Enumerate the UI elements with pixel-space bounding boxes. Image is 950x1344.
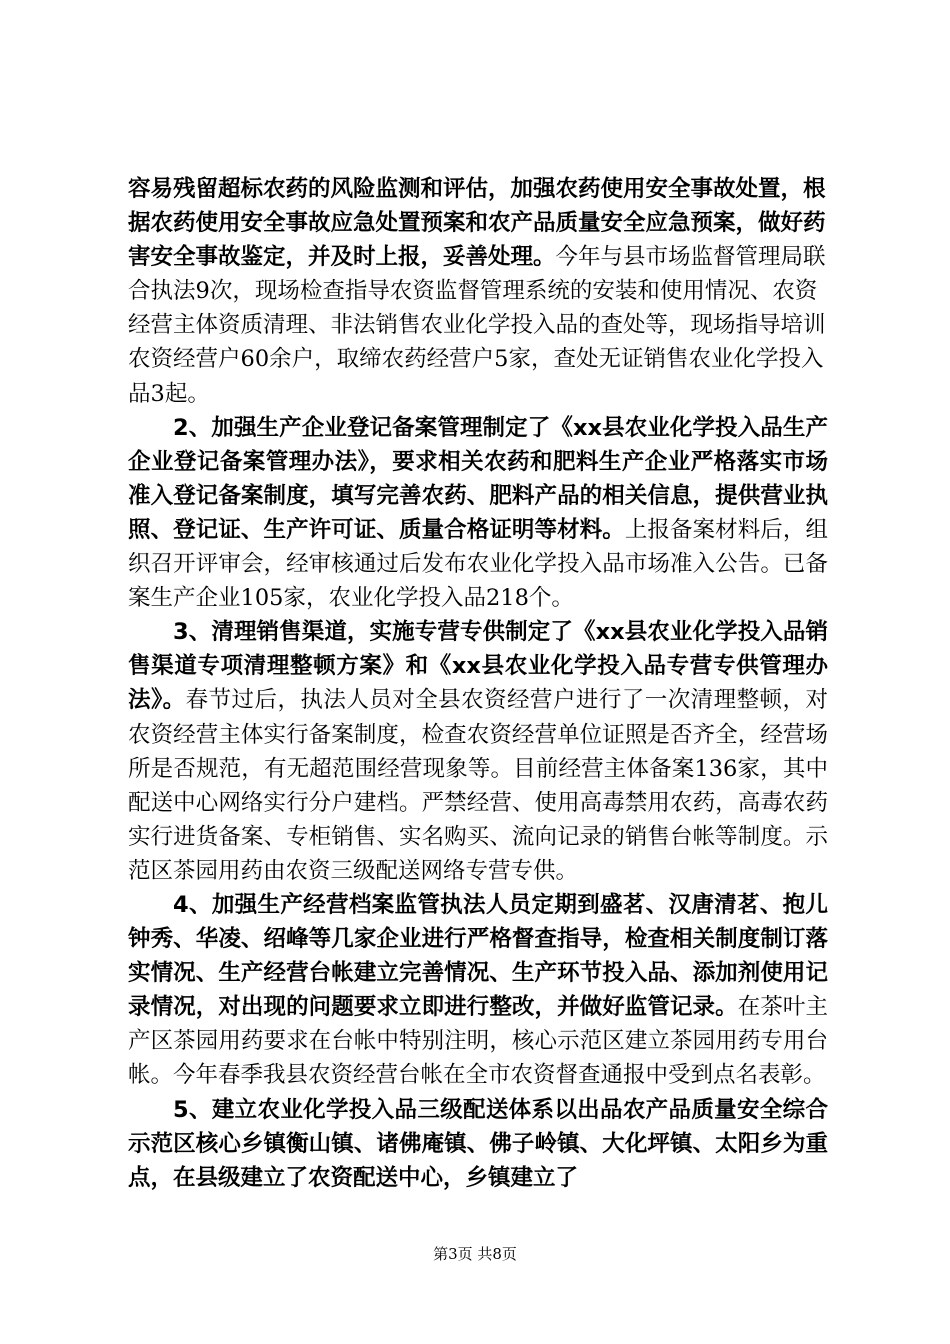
- paragraph-archive-supervision-lead: 4、加强生产经营档案监管执法人员定期到盛茗、汉唐清茗、抱儿钟秀、华凌、绍峰等几家企业进行严格督查指导，检查相关制度制订落实情况、生产经营台帐建立完善情况、生产环节投入品、添加剂使用记录情况，对出现的问题要求立即进行整改，并做好监管记录。: [128, 891, 828, 1021]
- page-number-footer: 第3页 共8页: [433, 1245, 517, 1263]
- paragraph-continuation: 容易残留超标农药的风险监测和评估，加强农药使用安全事故处置，根据农药使用安全事故应急处置预案和农产品质量安全应急预案，做好药害安全事故鉴定，并及时上报，妥善处理。: [128, 176, 826, 271]
- paragraph-sales-channels-lead: 3、清理销售渠道，实施专营专供制定了《xx县农业化学投入品销售渠道专项清理整顿方案》和《xx县农业化学投入品专营专供管理办法》。: [128, 619, 828, 714]
- paragraph-registration-detail: 上报备案材料后，组织召开评审会，经审核通过后发布农业化学投入品市场准入公告。已备案生产企业105家，农业化学投入品218个。: [128, 516, 828, 612]
- paragraph-archive-supervision-detail: 在茶叶主产区茶园用药要求在台帐中特别注明，核心示范区建立茶园用药专用台帐。今年春季我县农资经营台帐在全市农资督查通报中受到点名表彰。: [128, 994, 828, 1089]
- document-body: [128, 172, 828, 1195]
- paragraph-registration: [128, 411, 828, 616]
- paragraph-registration-lead: 2、加强生产企业登记备案管理制定了《xx县农业化学投入品生产企业登记备案管理办法》，要求相关农药和肥料生产企业严格落实市场准入登记备案制度，填写完善农药、肥料产品的相关信息，提供营业执照、登记证、生产许可证、质量合格证明等材料。: [128, 414, 828, 543]
- paragraph-sales-channels-detail: 春节过后，执法人员对全县农资经营户进行了一次清理整顿，对农资经营主体实行备案制度，检查农资经营单位证照是否齐全，经营场所是否规范，有无超范围经营现象等。目前经营主体备案136家，其中配送中心网络实行分户建档。严禁经营、使用高毒禁用农药，高毒农药实行进货备案、专柜销售、实名购买、流向记录的销售台帐等制度。示范区茶园用药由农资三级配送网络专营专供。: [128, 687, 828, 884]
- paragraph-distribution-system: [128, 1093, 828, 1195]
- paragraph-distribution-system-lead: 5、建立农业化学投入品三级配送体系以出品农产品质量安全综合示范区核心乡镇衡山镇、诸佛庵镇、佛子岭镇、大化坪镇、太阳乡为重点，在县级建立了农资配送中心，乡镇建立了: [128, 1096, 828, 1191]
- paragraph-enforcement-summary: 今年与县市场监督管理局联合执法9次，现场检查指导农资监督管理系统的安装和使用情况、农资经营主体资质清理、非法销售农业化学投入品的查处等，现场指导培训农资经营户60余户，取缔农药经营户5家，查处无证销售农业化学投入品3起。: [128, 244, 826, 407]
- paragraph-archive-supervision: [128, 888, 828, 1093]
- paragraph-sales-channels: [128, 615, 828, 888]
